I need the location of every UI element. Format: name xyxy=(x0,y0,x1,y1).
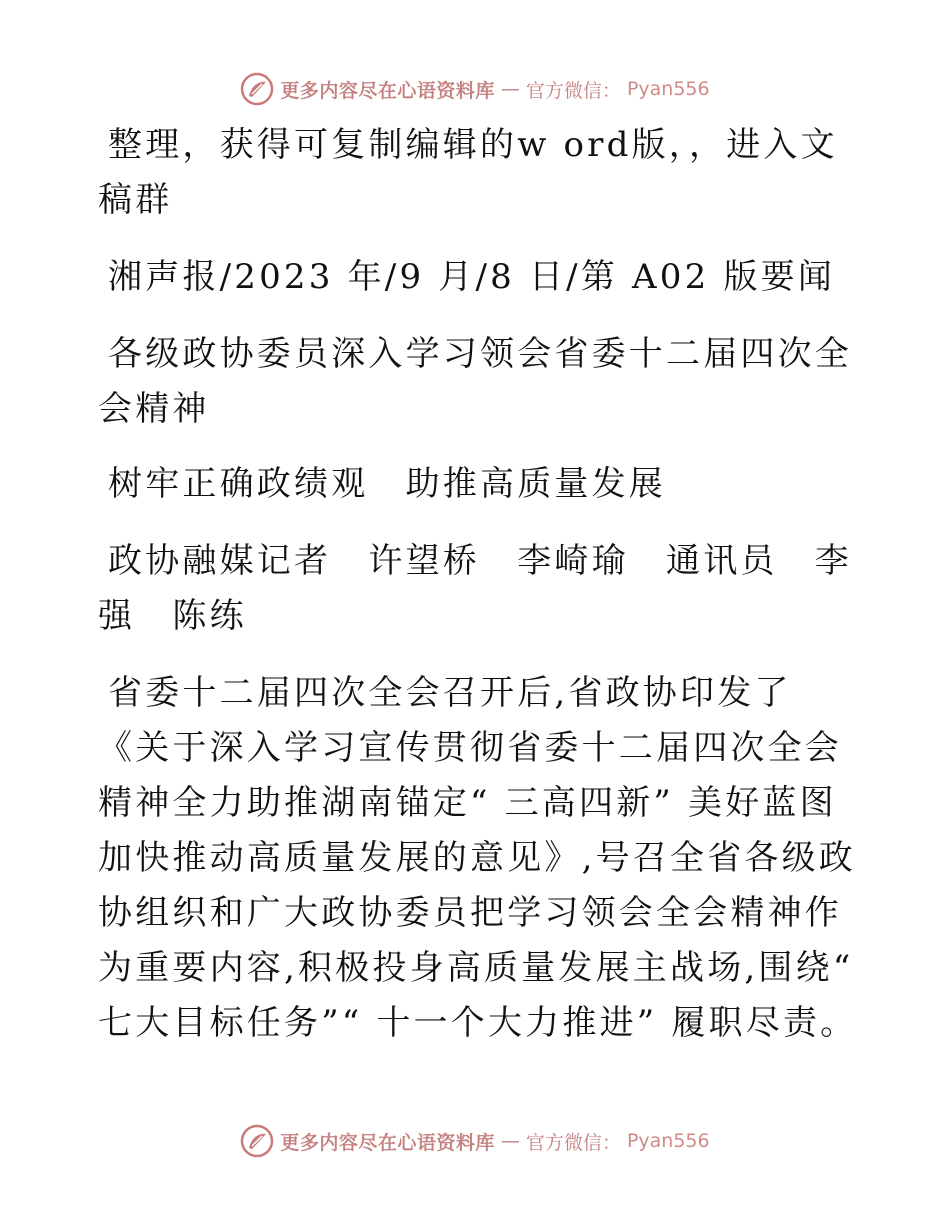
footer-watermark xyxy=(0,1124,950,1158)
article-headline: 各级政协委员深入学习领会省委十二届四次全会精神 xyxy=(98,334,852,429)
document-body xyxy=(98,118,858,1073)
watermark-dash: — xyxy=(500,1130,520,1152)
body-paragraph: 省委十二届四次全会召开后,省政协印发了 《关于深入学习宣传贯彻省委十二届四次全会精神全力助推湖南锚定“ 三高四新” 美好蓝图加快推动高质量发展的意见》,号召全省各级政协组织和广大政协委员把学习领会全会精神作为重要内容,积极投身高质量发展主战场,围绕“ 七大目标任务”“ 十一个大力推进” 履职尽责。 xyxy=(98,673,858,1043)
logo-icon xyxy=(240,72,274,106)
header-watermark xyxy=(0,72,950,106)
watermark-wechat-id: Pyan556 xyxy=(626,1130,710,1152)
watermark-main-text: 更多内容尽在心语资料库 xyxy=(280,1131,495,1154)
watermark-wechat-id: Pyan556 xyxy=(626,78,710,100)
intro-note: 整理，获得可复制编辑的w ord版，，进入文稿群 xyxy=(98,125,838,220)
watermark-wechat-label: 官方微信： xyxy=(525,79,621,102)
watermark-wechat-label: 官方微信： xyxy=(525,1131,621,1154)
watermark-dash: — xyxy=(500,78,520,100)
logo-icon xyxy=(240,1124,274,1158)
byline: 政协融媒记者 许望桥 李崎瑜 通讯员 李强 陈练 xyxy=(98,541,852,636)
watermark-main-text: 更多内容尽在心语资料库 xyxy=(280,79,495,102)
article-subheadline: 树牢正确政绩观 助推高质量发展 xyxy=(108,464,666,504)
source-line: 湘声报/2023 年/9 月/8 日/第 A02 版要闻 xyxy=(108,257,836,297)
